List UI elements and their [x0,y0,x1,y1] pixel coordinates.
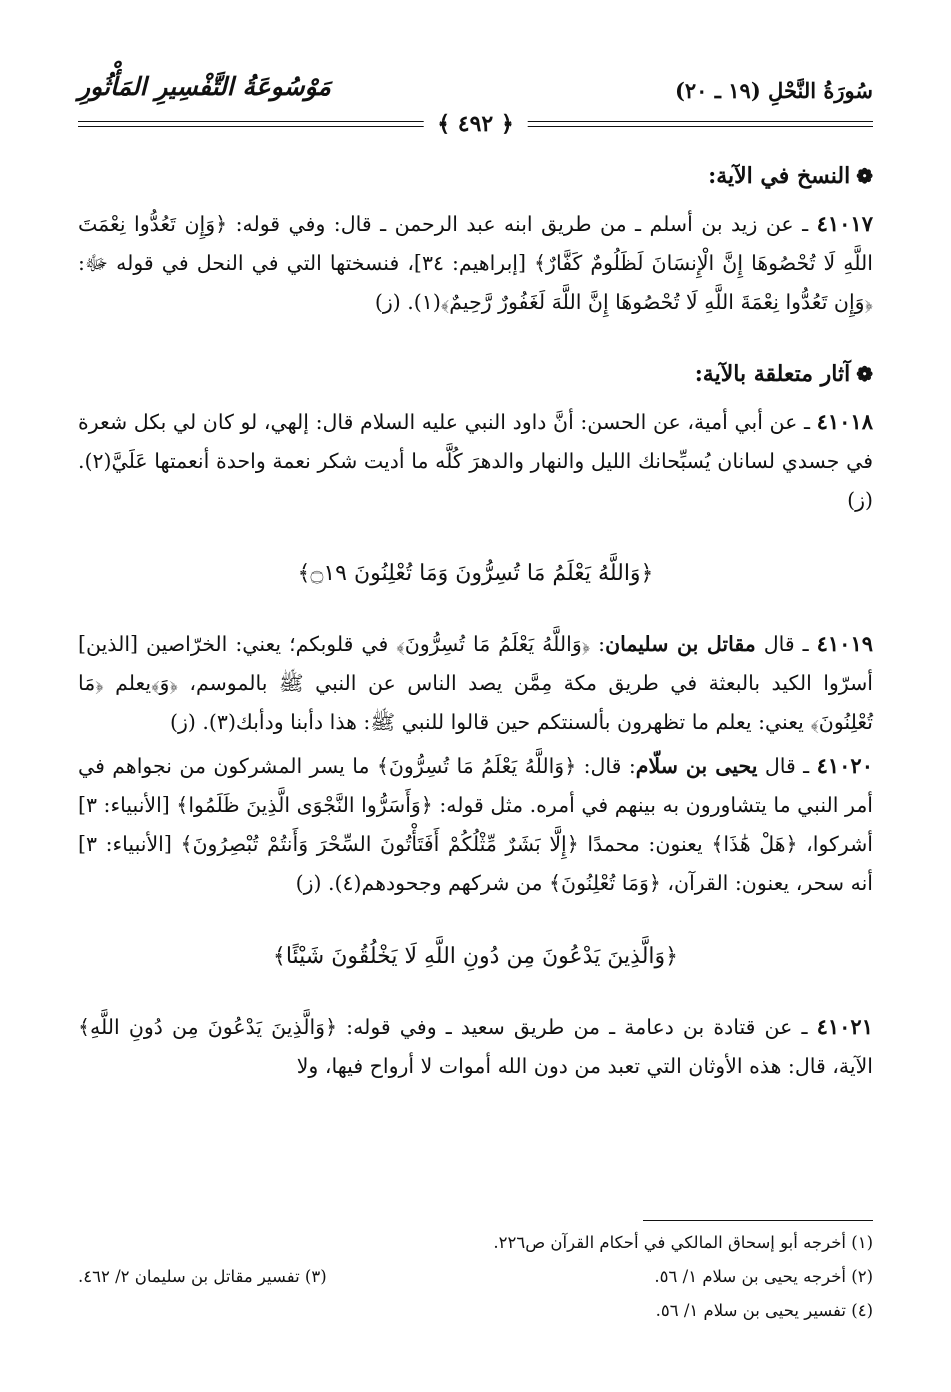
athar-paragraph [78,204,873,322]
athar-number: ٤١٠٢١ [816,1014,873,1039]
athar-text: : ﴿وَاللَّهُ يَعْلَمُ مَا تُسِرُّونَ﴾ في قلوبكم؛ يعني: الخرّاصين [الذين] أسرّوا الكيد بالبعثة في طريق مكة مِمَّن يصد الناس عن النبي ﷺ بالموسم، ﴿وَ﴾يعلم ﴿مَا تُعْلِنُونَ﴾ يعني: يعلم ما تظهرون بألسنتكم حين قالوا للنبي ﷺ: هذا دأبنا ودأبك(٣). (ز) [78,632,873,734]
athar-paragraph [78,746,873,903]
narrator-name: مقاتل بن سليمان [605,632,756,656]
footnote: (٣) تفسير مقاتل بن سليمان ٢/ ٤٦٢. [78,1267,327,1286]
athar-paragraph [78,402,873,520]
athar-lead: ـ قال [755,632,817,656]
flower-ornament-icon: ❁ [856,362,873,386]
athar-number: ٤١٠١٨ [816,409,873,434]
page-number: ﴿ ٤٩٢ ﴾ [423,108,528,140]
flower-ornament-icon: ❁ [856,164,873,188]
book-title: مَوْسُوعَةُ التَّفْسِيرِ المَأْثُورِ [78,72,331,101]
section-heading-text: آثار متعلقة بالآية: [694,361,851,387]
page-header [78,68,873,108]
athar-lead: ـ قال [757,754,817,778]
footnote-line [78,1226,873,1260]
footnote-line [78,1260,873,1294]
athar-paragraph [78,1007,873,1086]
quran-verse-19: ﴿وَاللَّهُ يَعْلَمُ مَا تُسِرُّونَ وَمَا تُعْلِنُونَ ۝١٩﴾ [297,561,654,586]
athar-number: ٤١٠١٧ [816,211,873,236]
athar-text: ـ عن زيد بن أسلم ـ من طريق ابنه عبد الرحمن ـ قال: وفي قوله: ﴿وَإِن تَعُدُّوا نِعْمَتَ اللَّهِ لَا تُحْصُوهَا إِنَّ الْإِنسَانَ لَظَلُومٌ كَفَّارٌ﴾ [إبراهيم: ٣٤]، فنسختها التي في النحل في قوله ﷻ: ﴿وَإِن تَعُدُّوا نِعْمَةَ اللَّهِ لَا تُحْصُوهَا إِنَّ اللَّهَ لَغَفُورٌ رَّحِيمٌ﴾(١). (ز) [78,212,873,314]
footnote-rule [643,1220,873,1221]
athar-paragraph [78,624,873,742]
section-heading-naskh [78,156,873,196]
athar-number: ٤١٠١٩ [816,631,874,656]
surah-title: سُورَةُ النَّحْلِ (١٩ ـ ٢٠) [674,78,873,103]
quran-verse-20: ﴿وَالَّذِينَ يَدْعُونَ مِن دُونِ اللَّهِ لَا يَخْلُقُونَ شَيْئًا﴾ [272,944,679,969]
spacer [78,326,873,348]
footnote: (١) أخرجه أبو إسحاق المالكي في أحكام القرآن ص٢٢٦. [493,1233,873,1252]
athar-text: : قال: ﴿وَاللَّهُ يَعْلَمُ مَا تُسِرُّونَ﴾ ما يسر المشركون من نجواهم في أمر النبي ما يتشاورون به بينهم في أمره. مثل قوله: ﴿وَأَسَرُّوا النَّجْوَى الَّذِينَ ظَلَمُوا﴾ [الأنبياء: ٣] أشركوا، ﴿هَلْ هَٰذَا﴾ يعنون: محمدًا ﴿إِلَّا بَشَرٌ مِّثْلُكُمْ أَفَتَأْتُونَ السِّحْرَ وَأَنتُمْ تُبْصِرُونَ﴾ [الأنبياء: ٣] أنه سحر، يعنون: القرآن، ﴿وَمَا تُعْلِنُونَ﴾ من شركهم وجحودهم(٤). (ز) [78,754,873,895]
athar-text: ـ عن أبي أمية، عن الحسن: أنَّ داود النبي عليه السلام قال: إلهي، لو كان لي بكل شعرة في جسدي لسانان يُسبِّحانك الليل والنهار والدهرَ كُلَّه ما أديت شكر نعمة واحدة أنعمتها عَلَيَّ(٢). (ز) [78,410,873,512]
narrator-name: يحيى بن سلّام [635,754,758,778]
athar-number: ٤١٠٢٠ [816,753,873,778]
footnote: (٤) تفسير يحيى بن سلام ١/ ٥٦. [655,1301,873,1320]
footnotes [78,1226,873,1328]
section-heading-athar [78,354,873,394]
section-heading-text: النسخ في الآية: [708,163,851,189]
footnote-line [78,1294,873,1328]
athar-text: ـ عن قتادة بن دعامة ـ من طريق سعيد ـ وفي قوله: ﴿وَالَّذِينَ يَدْعُونَ مِن دُونِ اللَّهِ﴾ الآية، قال: هذه الأوثان التي تعبد من دون الله أموات لا أرواح فيها، ولا [78,1015,873,1078]
footnote: (٢) أخرجه يحيى بن سلام ١/ ٥٦. [654,1267,873,1286]
page-content [78,150,873,1090]
